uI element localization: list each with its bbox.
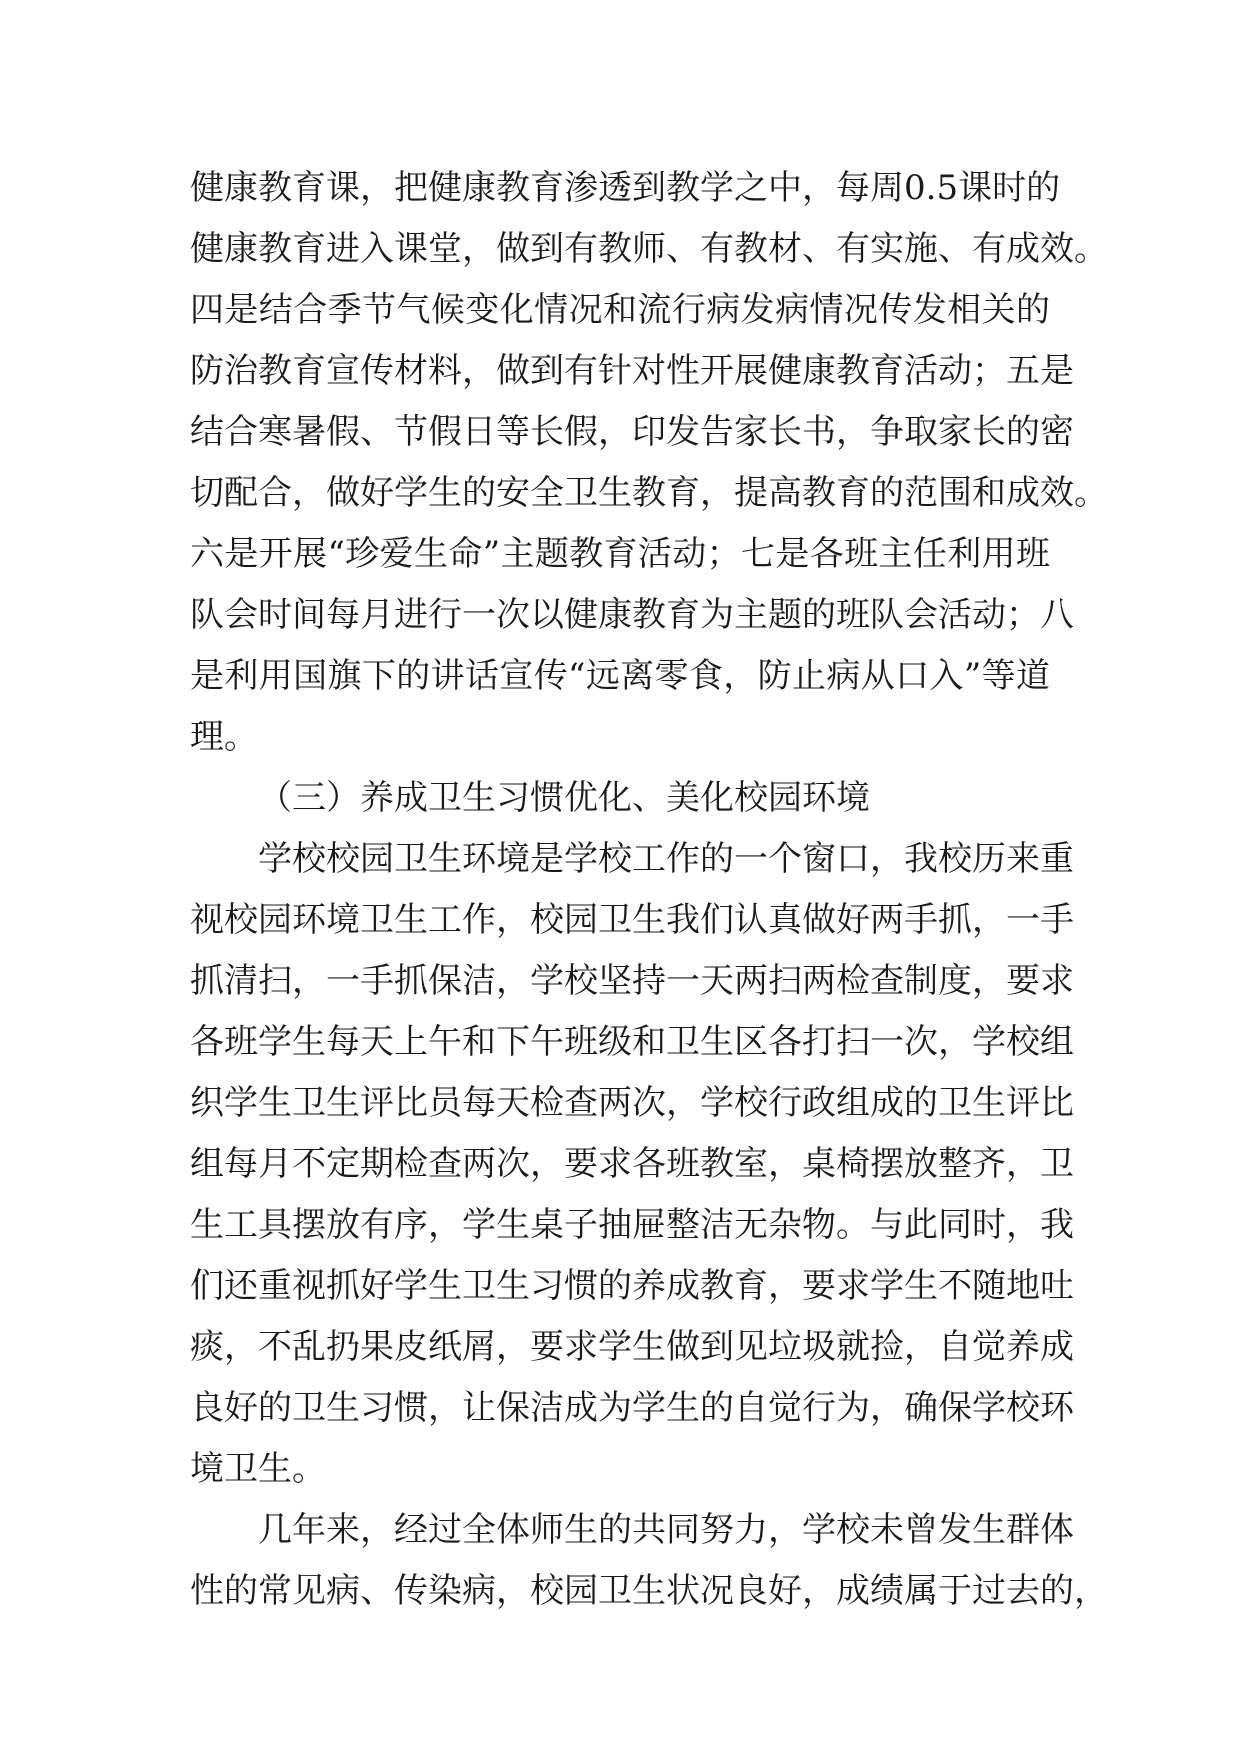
paragraph-achievements — [190, 1500, 1108, 1622]
text-line: 几年来，经过全体师生的共同努力，学校未曾发生群体 — [258, 1510, 1074, 1550]
text-line: 良好的卫生习惯，让保洁成为学生的自觉行为，确保学校环 — [190, 1388, 1074, 1428]
text-line: 们还重视抓好学生卫生习惯的养成教育，要求学生不随地吐 — [190, 1266, 1074, 1306]
text-line: 四是结合季节气候变化情况和流行病发病情况传发相关的 — [190, 290, 1050, 330]
text-line: 痰，不乱扔果皮纸屑，要求学生做到见垃圾就捡，自觉养成 — [190, 1327, 1074, 1367]
text-line: 抓清扫，一手抓保洁，学校坚持一天两扫两检查制度，要求 — [190, 961, 1074, 1001]
text-line: 理。 — [190, 717, 258, 757]
text-line: 生工具摆放有序，学生桌子抽屉整洁无杂物。与此同时，我 — [190, 1205, 1074, 1245]
text-line: 健康教育课，把健康教育渗透到教学之中，每周0.5课时的 — [190, 168, 1061, 208]
text-line: 切配合，做好学生的安全卫生教育，提高教育的范围和成效。 — [190, 473, 1108, 513]
text-line: 六是开展“珍爱生命”主题教育活动；七是各班主任利用班 — [190, 534, 1050, 574]
text-line: 是利用国旗下的讲话宣传“远离零食，防止病从口入”等道 — [190, 656, 1050, 696]
text-line: 防治教育宣传材料，做到有针对性开展健康教育活动；五是 — [190, 351, 1074, 391]
paragraph-campus-hygiene — [190, 829, 1074, 1500]
document-body — [190, 158, 1108, 1622]
text-line: 组每月不定期检查两次，要求各班教室，桌椅摆放整齐，卫 — [190, 1144, 1074, 1184]
text-line: 各班学生每天上午和下午班级和卫生区各打扫一次，学校组 — [190, 1022, 1074, 1062]
text-line: 织学生卫生评比员每天检查两次，学校行政组成的卫生评比 — [190, 1083, 1074, 1123]
text-line: 健康教育进入课堂，做到有教师、有教材、有实施、有成效。 — [190, 229, 1108, 269]
section-heading: （三）养成卫生习惯优化、美化校园环境 — [258, 778, 870, 818]
text-line: 队会时间每月进行一次以健康教育为主题的班队会活动；八 — [190, 595, 1074, 635]
text-line: 境卫生。 — [190, 1449, 326, 1489]
text-line: 结合寒暑假、节假日等长假，印发告家长书，争取家长的密 — [190, 412, 1074, 452]
text-line: 学校校园卫生环境是学校工作的一个窗口，我校历来重 — [258, 839, 1074, 879]
paragraph-health-education — [190, 158, 1108, 768]
text-line: 性的常见病、传染病，校园卫生状况良好，成绩属于过去的， — [190, 1571, 1108, 1611]
text-line: 视校园环境卫生工作，校园卫生我们认真做好两手抓，一手 — [190, 900, 1074, 940]
